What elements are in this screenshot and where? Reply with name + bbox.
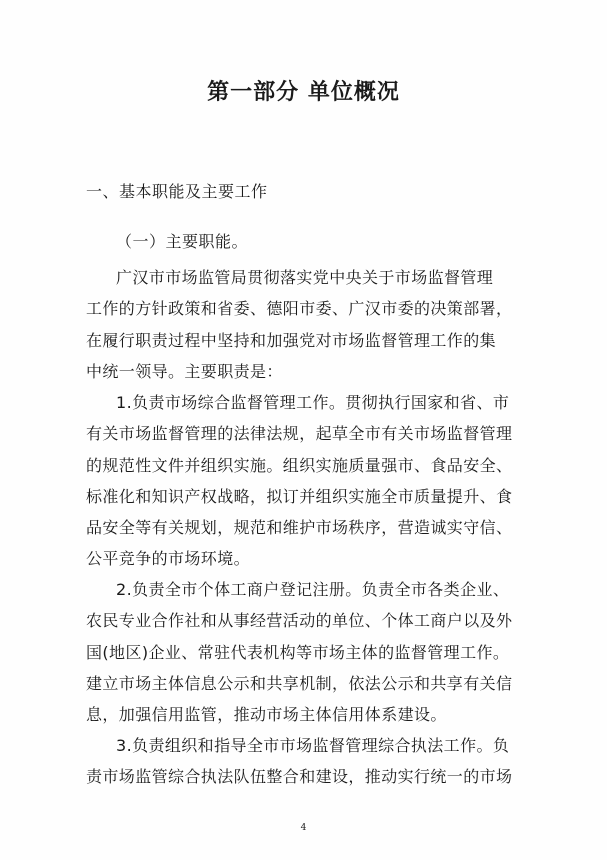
- paragraph-line: 1.负责市场综合监督管理工作。贯彻执行国家和省、市: [116, 393, 510, 412]
- duty-paragraph-3: [86, 730, 526, 793]
- paragraph-line: 建立市场主体信息公示和共享机制，依法公示和共享有关信: [86, 673, 513, 693]
- paragraph-line: 广汉市市场监管局贯彻落实党中央关于市场监督管理: [116, 268, 494, 287]
- paragraph-line: 息，加强信用监管，推动市场主体信用体系建设。: [86, 705, 447, 725]
- paragraph-line: 责市场监管综合执法队伍整合和建设，推动实行统一的市场: [86, 767, 513, 787]
- paragraph-line: 中统一领导。主要职责是：: [86, 361, 283, 381]
- paragraph-line: 公平竞争的市场环境。: [86, 549, 251, 569]
- paragraph-line: 有关市场监督管理的法律法规，起草全市有关市场监督管理: [86, 424, 513, 444]
- paragraph-line: 2.负责全市个体工商户登记注册。负责全市各类企业、: [116, 580, 510, 599]
- paragraph-line: 品安全等有关规划，规范和维护市场秩序，营造诚实守信、: [86, 518, 513, 538]
- intro-paragraph: [86, 262, 526, 387]
- subsection-heading: （一）主要职能。: [116, 232, 249, 251]
- duty-paragraph-2: [86, 574, 526, 730]
- duty-paragraph-1: [86, 387, 526, 575]
- paragraph-line: 国(地区)企业、常驻代表机构等市场主体的监督管理工作。: [86, 642, 510, 662]
- paragraph-line: 的规范性文件并组织实施。组织实施质量强市、食品安全、: [86, 455, 513, 475]
- paragraph-line: 标准化和知识产权战略，拟订并组织实施全市质量提升、食: [86, 486, 513, 506]
- paragraph-line: 在履行职责过程中坚持和加强党对市场监督管理工作的集: [86, 330, 497, 350]
- paragraph-line: 3.负责组织和指导全市市场监督管理综合执法工作。负: [116, 736, 510, 755]
- paragraph-line: 工作的方针政策和省委、德阳市委、广汉市委的决策部署，: [86, 299, 513, 319]
- paragraph-line: 农民专业合作社和从事经营活动的单位、个体工商户以及外: [86, 611, 513, 631]
- page-number: 4: [300, 823, 307, 833]
- page-title: 第一部分 单位概况: [207, 80, 400, 105]
- section-heading: 一、基本职能及主要工作: [86, 182, 268, 201]
